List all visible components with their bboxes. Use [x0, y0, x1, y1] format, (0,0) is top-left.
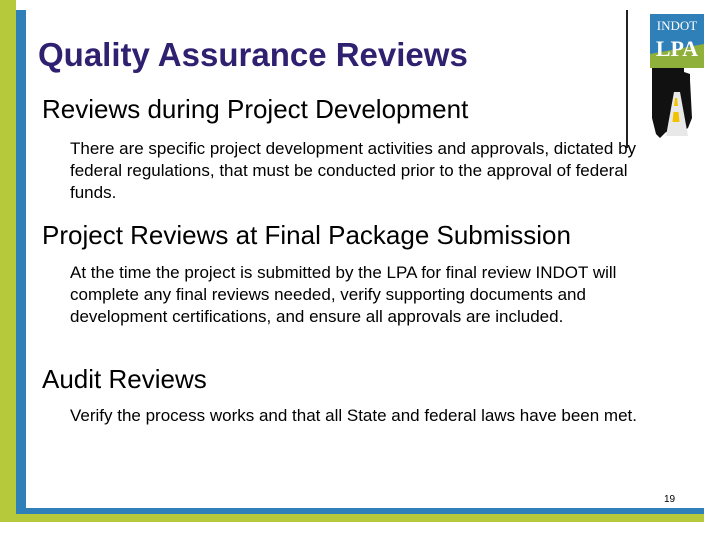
section-heading-3: Audit Reviews — [42, 364, 207, 394]
bottom-accent-bar-green — [0, 514, 704, 522]
left-accent-bar-green — [0, 0, 16, 522]
section-heading-2: Project Reviews at Final Package Submission — [42, 220, 571, 250]
logo-lpa-text: LPA — [655, 36, 699, 61]
section-heading-1: Reviews during Project Development — [42, 94, 469, 124]
indot-lpa-logo — [644, 8, 716, 148]
left-accent-bar-blue — [16, 10, 26, 518]
section-body-3: Verify the process works and that all State and federal laws have been met. — [70, 406, 637, 425]
section-body-1: There are specific project development activities and approvals, dictated by federal regulations, that must be conducted prior to the approval of federal funds. — [70, 139, 637, 202]
slide-title: Quality Assurance Reviews — [38, 36, 468, 73]
page-number: 19 — [664, 494, 676, 505]
logo-indot-text: INDOT — [656, 18, 698, 33]
logo-divider — [626, 10, 628, 148]
section-body-2: At the time the project is submitted by the LPA for final review INDOT will complete any final reviews needed, verify supporting documents and development certifications, and ensure all approvals are included. — [70, 263, 617, 326]
